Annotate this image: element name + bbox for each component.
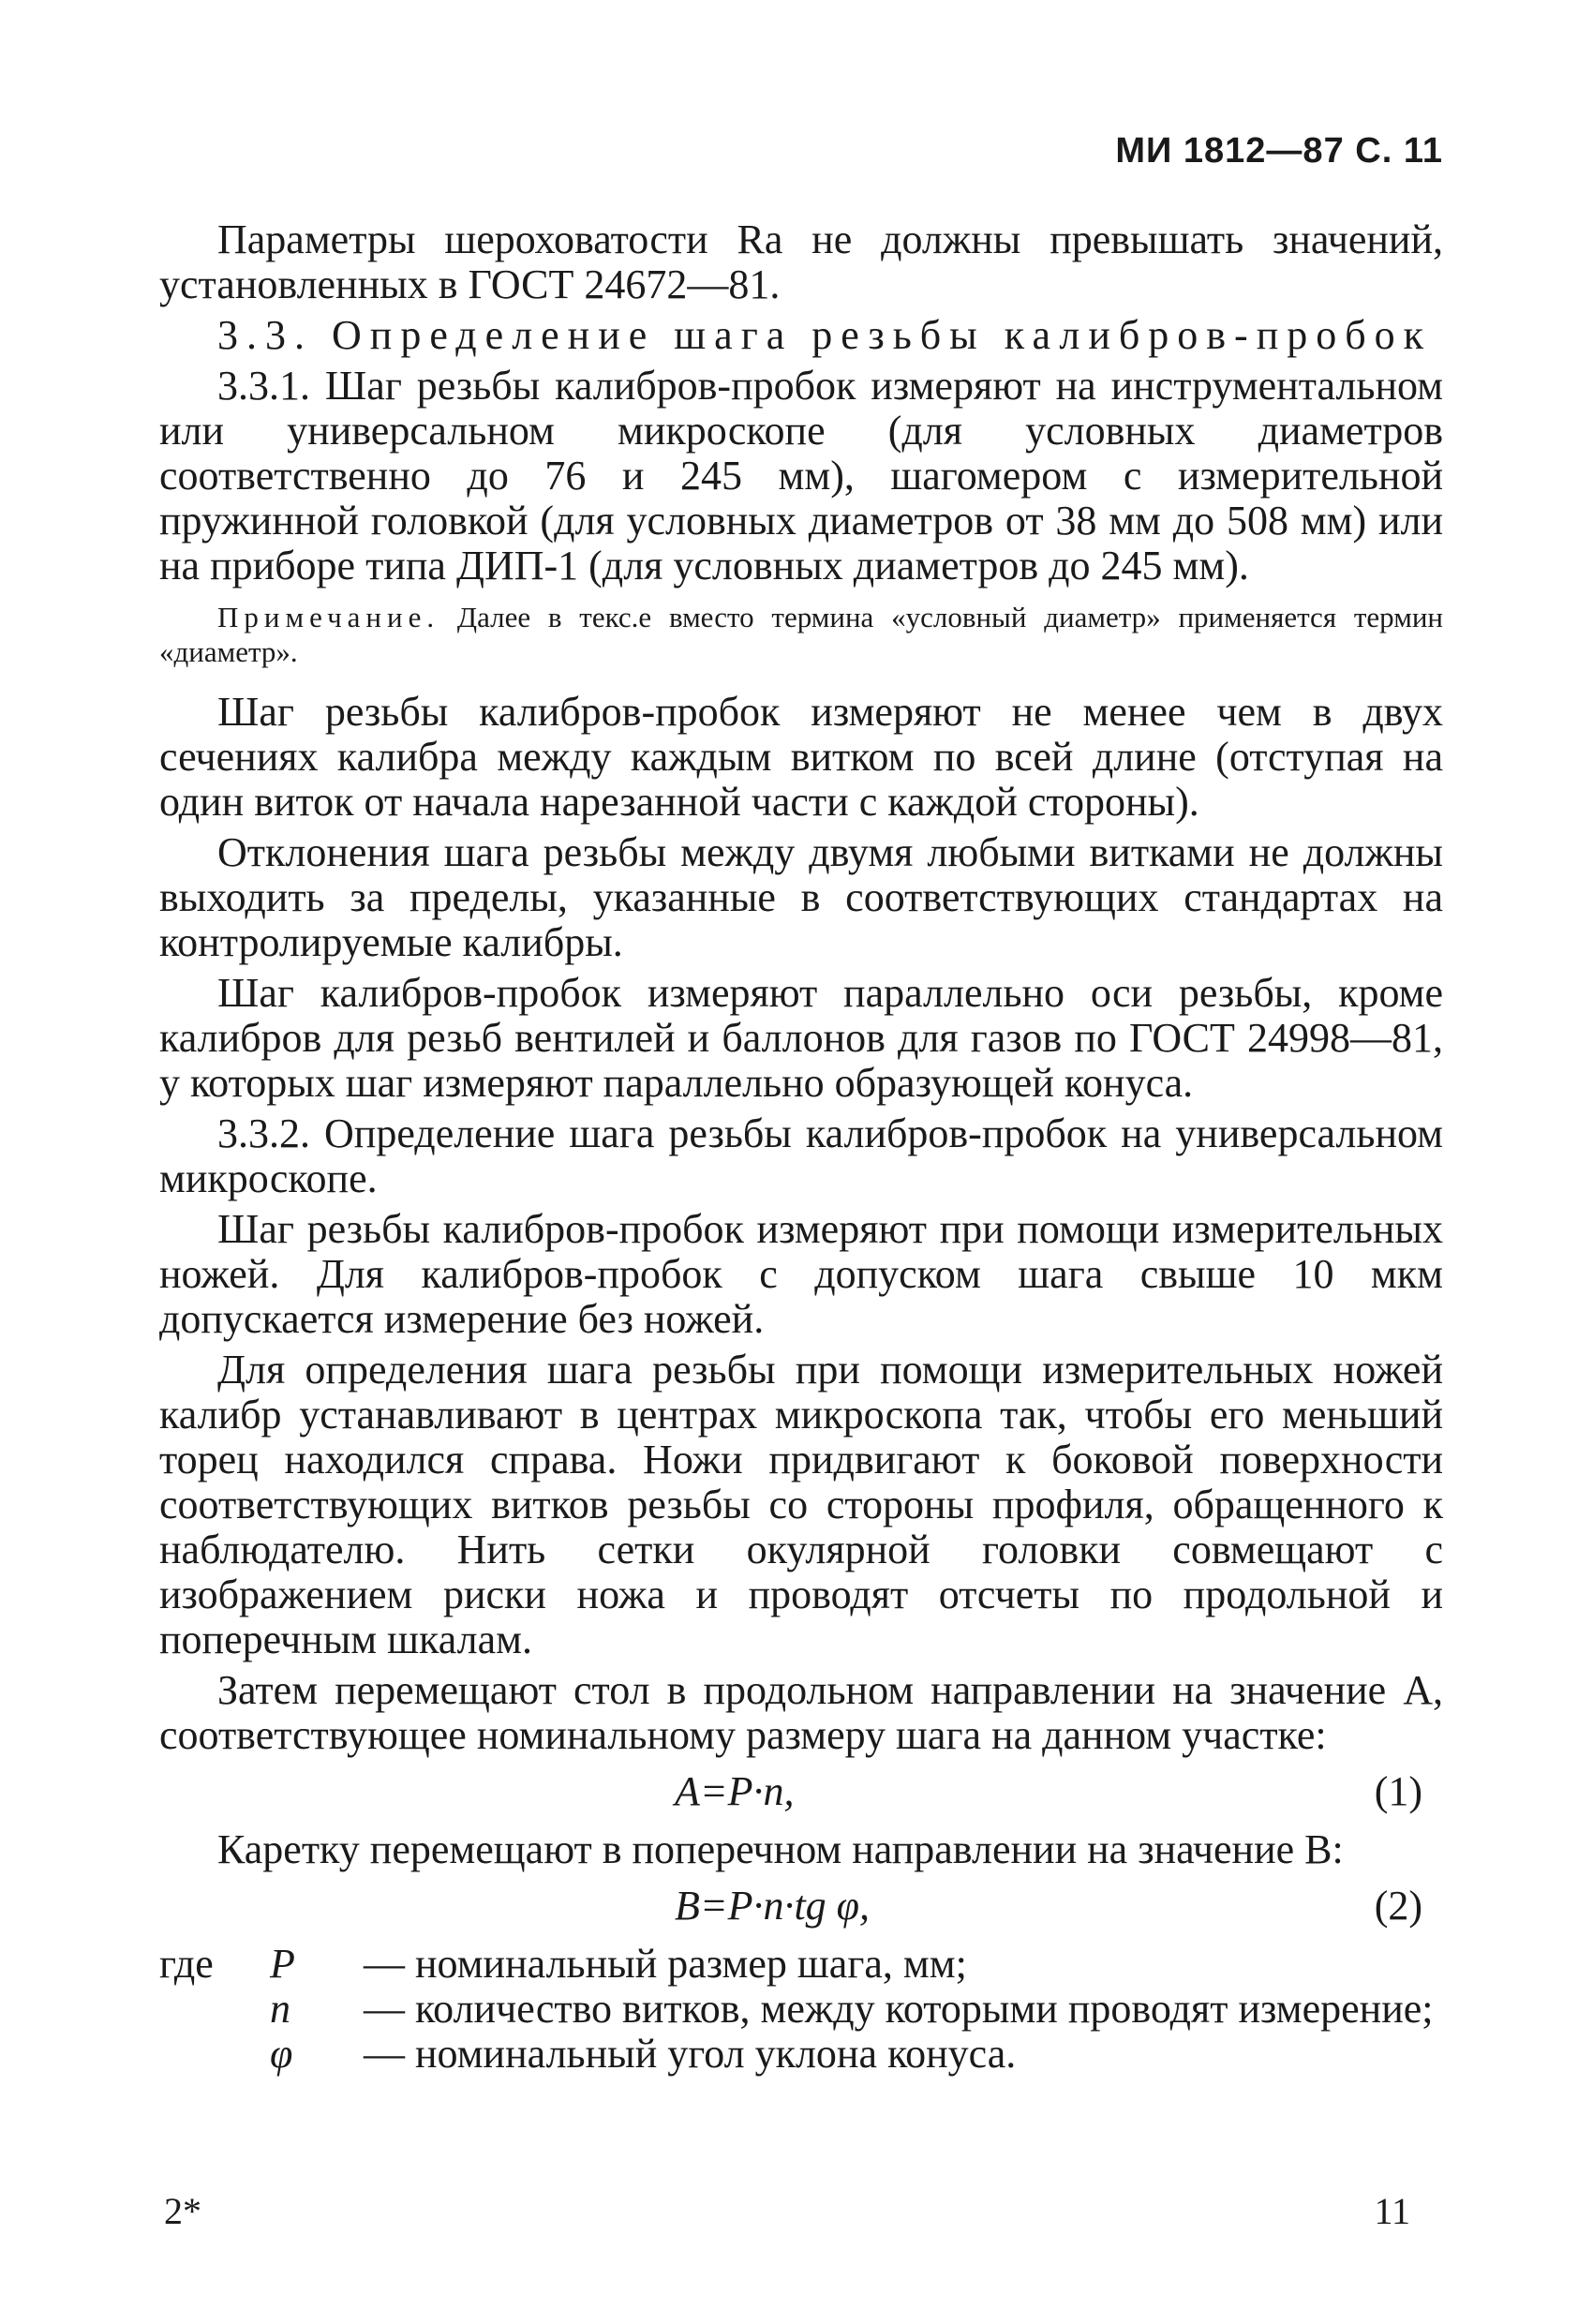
paragraph-3-3-1: 3.3.1. Шаг резьбы калибров-пробок измеряют на инструментальном или универсальном микроскопе (для условных диаметров соответственно до 76 и 245 мм), шагомером с измерительной пружинной головкой (для условных диаметров от 38 мм до 508 мм) или на приборе типа ДИП-1 (для условных диаметров до 245 мм). bbox=[159, 363, 1443, 588]
paragraph-deviations: Отклонения шага резьбы между двумя любыми витками не должны выходить за пределы, указанные в соответствующих стандартах на контролируемые калибры. bbox=[159, 829, 1443, 965]
paragraph-carriage-move: Каретку перемещают в поперечном направлении на значение В: bbox=[217, 1826, 1344, 1872]
paragraph-3-3-2: 3.3.2. Определение шага резьбы калибров-пробок на универсальном микроскопе. bbox=[159, 1110, 1443, 1201]
paragraph-table-move: Затем перемещают стол в продольном направлении на значение А, соответствующее номинальному размеру шага на данном участке: bbox=[159, 1667, 1443, 1758]
variable-definition-p: — номинальный размер шага, мм; bbox=[364, 1941, 967, 1987]
variable-definition-phi: — номинальный угол уклона конуса. bbox=[364, 2031, 1017, 2077]
page-number: 11 bbox=[1374, 2190, 1410, 2232]
formula-1-number: (1) bbox=[1374, 1768, 1422, 1814]
paragraph-pitch-sections: Шаг резьбы калибров-пробок измеряют не менее чем в двух сечениях калибра между каждым витком по всей длине (отступая на один виток от начала нарезанной части с каждой стороны). bbox=[159, 689, 1443, 825]
variable-symbol-p: P bbox=[270, 1941, 295, 1987]
document-body bbox=[159, 217, 1443, 2077]
formula-1 bbox=[159, 1769, 1443, 1814]
paragraph-procedure: Для определения шага резьбы при помощи измерительных ножей калибр устанавливают в центрах микроскопа так, чтобы его меньший торец находился справа. Ножи придвигают к боковой поверхности соответствующих витков резьбы со стороны профиля, обращенного к наблюдателю. Нить сетки окулярной головки совмещают с изображением риски ножа и проводят отсчеты по продольной и поперечным шкалам. bbox=[159, 1347, 1443, 1662]
formula-2 bbox=[159, 1884, 1443, 1929]
where-label: где bbox=[159, 1941, 214, 1987]
variable-symbol-phi: φ bbox=[270, 2031, 293, 2077]
variable-definition-n: — количество витков, между которыми проводят измерение; bbox=[364, 1986, 1434, 2032]
formula-1-expression: A=P·n, bbox=[675, 1768, 795, 1814]
running-header: МИ 1812—87 С. 11 bbox=[1115, 131, 1443, 171]
signature-mark: 2* bbox=[164, 2190, 201, 2232]
paragraph-roughness: Параметры шероховатости Ra не должны превышать значений, установленных в ГОСТ 24672—81. bbox=[159, 216, 1443, 307]
variable-symbol-n: n bbox=[270, 1986, 290, 2032]
formula-2-number: (2) bbox=[1374, 1883, 1422, 1929]
formula-2-expression: B=P·n·tg φ, bbox=[675, 1883, 871, 1929]
note bbox=[159, 600, 1443, 669]
note-text: Далее в текс.е вместо термина «условный диаметр» применяется термин «диаметр». bbox=[159, 601, 1443, 668]
paragraph-knives: Шаг резьбы калибров-пробок измеряют при помощи измерительных ножей. Для калибров-пробок с допуском шага свыше 10 мкм допускается измерение без ножей. bbox=[159, 1206, 1443, 1342]
variable-definitions bbox=[159, 1942, 1443, 2077]
note-label: Примечание. bbox=[217, 601, 440, 633]
section-heading-3-3: 3.3. Определение шага резьбы калибров-пробок bbox=[217, 312, 1433, 358]
paragraph-parallel-axis: Шаг калибров-пробок измеряют параллельно оси резьбы, кроме калибров для резьб вентилей и баллонов для газов по ГОСТ 24998—81, у которых шаг измеряют параллельно образующей конуса. bbox=[159, 970, 1443, 1106]
